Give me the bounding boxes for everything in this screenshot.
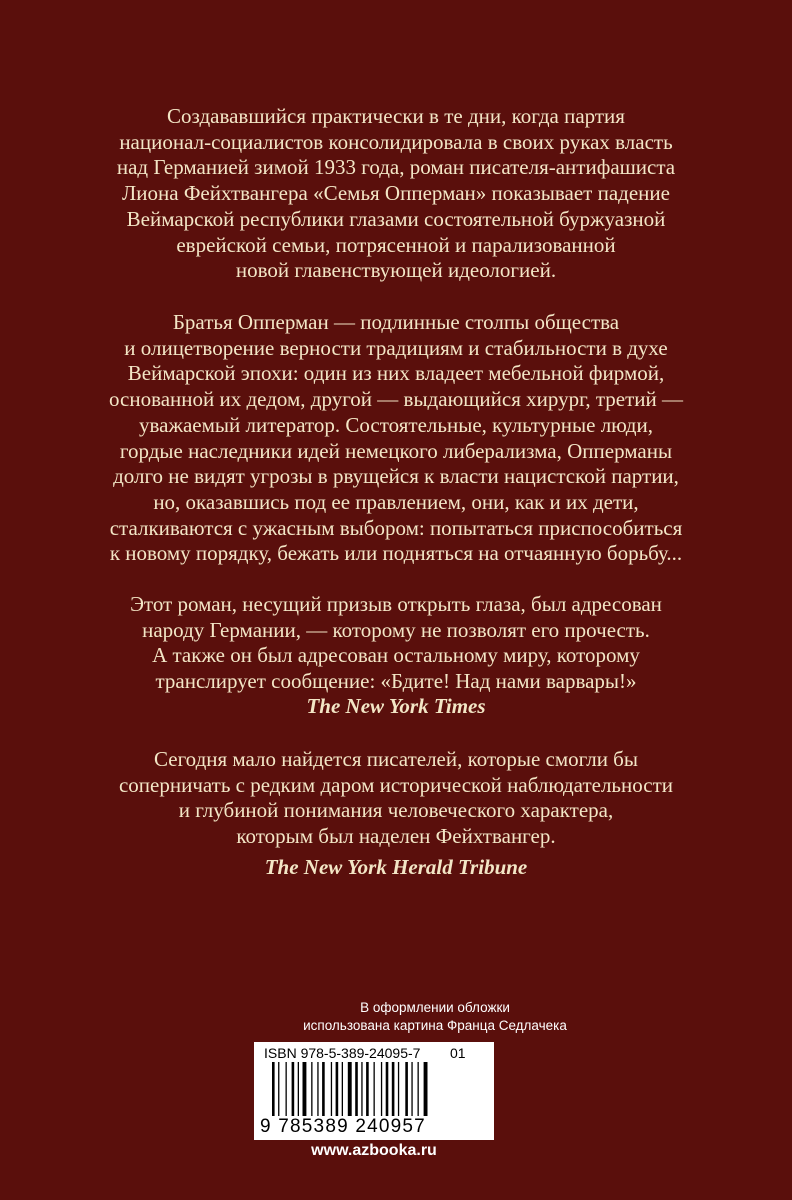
annotation-paragraph-2 [40,310,752,567]
text-line: соперничать с редким даром исторической наблюдательности [118,772,673,797]
text-line: Этот роман, несущий призыв открыть глаза, был адресован [130,592,662,616]
text-line: и олицетворение верности традициям и стабильности в духе [124,335,668,360]
text-line: Сегодня мало найдется писателей, которые смогли бы [154,747,638,771]
barcode-bar [298,1062,299,1116]
barcode-bar [286,1062,287,1116]
text-line: Братья Опперман — подлинные столпы общества [172,310,620,334]
text-line: народу Германии, — которому не позволят его прочесть. [142,617,650,642]
barcode-bar [355,1062,358,1116]
barcode-bar [411,1062,412,1116]
barcode-bar [303,1062,307,1116]
quote-source-1: The New York Times [306,694,486,718]
text-line: и глубиной понимания человеческого характера, [178,798,614,823]
barcode-bar [405,1062,408,1116]
barcode-bar [278,1062,279,1116]
text-line: Создававшийся практически в те дни, когда партия [167,104,625,128]
text-line: долго не видят угрозы в рвущейся к власти нацистской партии, [113,464,679,489]
barcode-bar [418,1062,419,1116]
barcode-bar [292,1062,295,1116]
barcode-bar [322,1062,325,1116]
barcode-bar [361,1062,362,1116]
text-line: использована картина Франца Седлачека [303,1018,567,1033]
barcode-bar [381,1062,382,1116]
barcode-bar [424,1062,428,1116]
text-line: которым был наделен Фейхтвангер. [236,824,556,849]
barcode-bar [386,1062,389,1116]
press-quote-2 [40,747,752,850]
text-line: В оформлении обложки [360,1000,510,1015]
barcode-bar [374,1062,375,1116]
barcode-bar [348,1062,352,1116]
text-line: новой главенствующей идеологией. [235,258,557,283]
isbn-number: ISBN 978-5-389-24095-7 [264,1045,421,1061]
barcode-bar [342,1062,343,1116]
annotation-paragraph-1 [40,104,752,284]
quote-source-2: The New York Herald Tribune [264,855,528,879]
barcode-bar [398,1062,399,1116]
text-line: еврейской семьи, потрясенной и парализованной [176,232,616,257]
text-line: уважаемый литератор. Состоятельные, культурные люди, [139,412,653,437]
text-line: Лиона Фейхтвангера «Семья Опперман» показывает падение [122,181,670,206]
text-line: Веймарской эпохи: один из них владеет мебельной фирмой, [127,361,665,386]
barcode-bar [366,1062,369,1116]
text-line: но, оказавшись под ее правлением, они, как и их дети, [153,489,639,514]
barcode-bar [311,1062,312,1116]
barcode-bar [336,1062,339,1116]
text-line: сталкиваются с ужасным выбором: попытаться приспособиться [109,515,683,540]
barcode-bar [272,1062,275,1116]
text-line: основанной их дедом, другой — выдающийся хирург, третий — [109,387,683,412]
isbn-barcode [254,1042,494,1140]
barcode-bar [317,1062,318,1116]
text-line: транслирует сообщение: «Бдите! Над нами варвары!» [155,669,637,694]
text-line: гордые наследники идей немецкого либерализма, Опперманы [119,438,673,463]
text-line: над Германией зимой 1933 года, роман писателя-антифашиста [116,155,676,180]
text-line: Веймарской республики глазами состоятельной буржуазной [126,206,666,231]
text-line: национал-социалистов консолидировала в своих руках власть [119,129,673,154]
text-line: А также он был адресован остальному миру, которому [152,643,640,668]
barcode-digits: 9 785389 240957 [260,1116,426,1137]
cover-credit [220,999,650,1035]
publisher-website: www.azbooka.ru [311,1142,437,1159]
barcode-bars [272,1062,476,1118]
press-quote-1 [40,592,752,695]
isbn-addon: 01 [450,1045,466,1061]
barcode-bar [331,1062,332,1116]
barcode-bar [392,1062,395,1116]
text-line: к новому порядку, бежать или подняться на отчаянную борьбу... [109,541,683,566]
